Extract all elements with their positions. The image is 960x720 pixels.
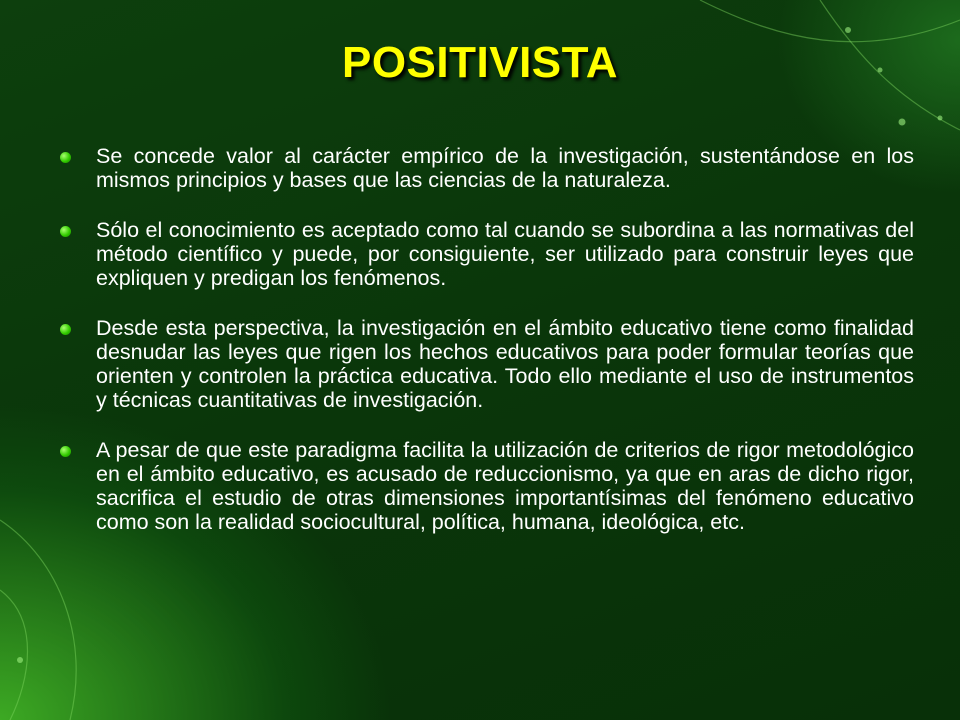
- bullet-text: A pesar de que este paradigma facilita la utilización de criterios de rigor metodológico en el ámbito educativo, es acusado de reduccionismo, ya que en aras de dicho rigor, sacrifica el estudio de otras dimensiones importantísimas del fenómeno educativo como son la realidad sociocultural, política, humana, ideológica, etc.: [96, 438, 914, 534]
- bullet-list: [58, 144, 914, 560]
- bullet-text: Desde esta perspectiva, la investigación en el ámbito educativo tiene como finalidad desnudar las leyes que rigen los hechos educativos para poder formular teorías que orienten y controlen la práctica educativa. Todo ello mediante el uso de instrumentos y técnicas cuantitativas de investigación.: [96, 316, 914, 412]
- bullet-text: Sólo el conocimiento es aceptado como tal cuando se subordina a las normativas del método científico y puede, por consiguiente, ser utilizado para construir leyes que expliquen y predigan los fenómenos.: [96, 218, 914, 290]
- bullet-text: Se concede valor al carácter empírico de la investigación, sustentándose en los mismos principios y bases que las ciencias de la naturaleza.: [96, 144, 914, 192]
- bullet-dot-icon: [60, 446, 71, 457]
- bullet-item: [58, 316, 914, 412]
- bullet-item: [58, 438, 914, 534]
- bullet-dot-icon: [60, 226, 71, 237]
- bullet-dot-icon: [60, 324, 71, 335]
- bullet-item: [58, 218, 914, 290]
- slide-title: POSITIVISTA: [341, 38, 619, 87]
- bullet-dot-icon: [60, 152, 71, 163]
- bullet-item: [58, 144, 914, 192]
